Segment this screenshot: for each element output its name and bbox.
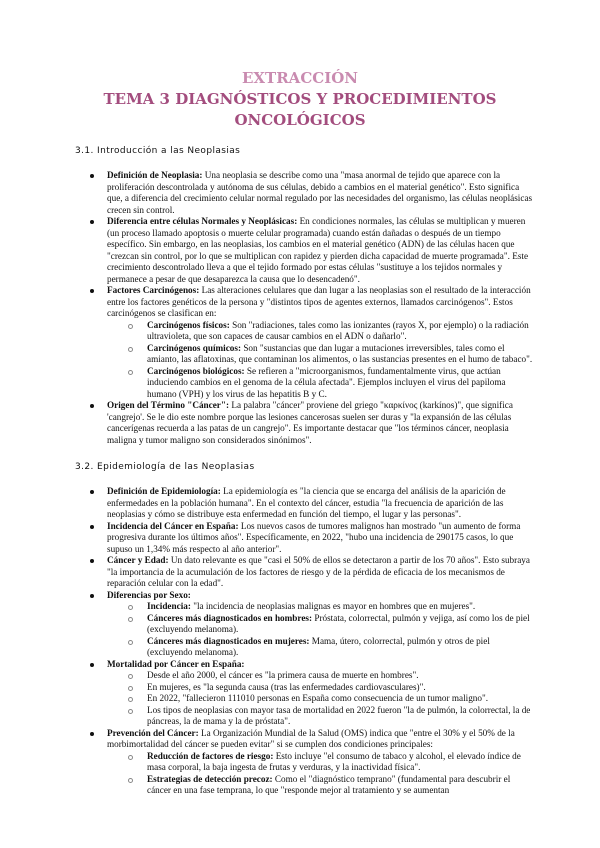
item-label: Factores Carcinógenos: (107, 285, 200, 295)
sub-list (107, 320, 535, 401)
section-heading: 3.2. Epidemiología de las Neoplasias (75, 462, 255, 472)
sub-list-item (147, 320, 535, 343)
sub-item-label: Reducción de factores de riesgo: (147, 750, 274, 761)
item-label: Cáncer y Edad: (107, 555, 169, 565)
sub-list-item (147, 693, 535, 705)
item-text: En condiciones normales, las células se multiplican y mueren (un proceso llamado apoptosis o muerte celular programada) cuando están dañadas o después de un tiempo específico. Sin embargo, en las neoplasias, los cambios en el material genético (ADN) de las células hacen que "crezcan sin control, por lo que se multiplican con rapidez y pierden dicha capacidad de muerte programada". Este crecimiento descontrolado lleva a que el tejido formado por estas células "sustituye a los tejidos normales y permanece a pesar de que desaparezca la causa que lo desencadenó". (107, 216, 529, 284)
sub-list-item (147, 601, 535, 613)
item-text: Las alteraciones celulares que dan lugar a las neoplasias son el resultado de la interacción entre los factores genéticos de la persona y "distintos tipos de agentes externos, llamados carcinógenos". Estos carcinógenos se clasifican en: (107, 285, 531, 318)
sub-item-text: En mujeres, es "la segunda causa (tras las enfermedades cardiovasculares)". (147, 681, 426, 692)
item-label: Incidencia del Cáncer en España: (107, 520, 239, 531)
sub-item-text: En 2022, "fallecieron 111010 personas en España como consecuencia de un tumor maligno". (147, 693, 489, 703)
sub-item-text: Próstata, colorrectal, pulmón y vejiga, así como los de piel (excluyendo melanoma). (147, 612, 530, 634)
section-heading: 3.1. Introducción a las Neoplasias (75, 146, 241, 156)
list-item (107, 285, 535, 400)
sub-list-item (147, 343, 535, 366)
document-title (0, 68, 600, 131)
sub-list-item (147, 636, 535, 659)
bullet-list (75, 486, 535, 797)
sub-list-item (147, 613, 535, 636)
list-item (107, 400, 535, 446)
list-item (107, 555, 535, 590)
sub-list-item (147, 705, 535, 728)
sub-list (107, 601, 535, 659)
sub-item-text: Mama, útero, colorrectal, pulmón y otros de piel (excluyendo melanoma). (147, 635, 490, 657)
list-item (107, 486, 535, 521)
sub-list (107, 751, 535, 797)
sub-list-item (147, 751, 535, 774)
item-text: La Organización Mundial de la Salud (OMS) indica que "entre el 30% y el 50% de la morbimortalidad del cáncer se pueden evitar" si se cumplen dos condiciones principales: (107, 727, 515, 749)
sub-list-item (147, 670, 535, 682)
list-item (107, 659, 535, 728)
list-item (107, 728, 535, 797)
sub-list-item (147, 366, 535, 401)
sub-item-label: Carcinógenos químicos: (147, 342, 242, 353)
sub-item-text: Como el "diagnóstico temprano" (fundamental para descubrir el cáncer en una fase temprana, lo que "responde mejor al tratamiento y se aumentan (147, 773, 511, 795)
item-text: Los nuevos casos de tumores malignos han mostrado "un aumento de forma progresiva durante los últimos años". Específicamente, en 2022, "hubo una incidencia de 290175 casos, lo que supuso un 1,34% más respecto al año anterior". (107, 520, 521, 554)
sub-item-label: Cánceres más diagnosticados en mujeres: (147, 635, 310, 646)
sub-item-label: Cánceres más diagnosticados en hombres: (147, 612, 313, 623)
sub-item-text: Esto incluye "el consumo de tabaco y alcohol, el elevado índice de masa corporal, la baja ingesta de frutas y verduras, y la inactividad física". (147, 750, 521, 772)
sub-item-text: Son "radiaciones, tales como las ionizantes (rayos X, por ejemplo) o la radiación ultravioleta, que son capaces de causar cambios en el ADN o dañarlo". (147, 319, 529, 341)
list-item (107, 590, 535, 659)
item-label: Definición de Epidemiología: (107, 486, 221, 496)
title-extraccion: EXTRACCIÓN (241, 69, 358, 87)
item-label: Diferencia entre células Normales y Neoplásicas: (107, 216, 298, 226)
list-item (107, 521, 535, 556)
item-label: Prevención del Cáncer: (107, 727, 199, 738)
list-item (107, 170, 535, 216)
item-text: La epidemiología es "la ciencia que se encarga del análisis de la aparición de enfermedades en la población humana". En el contexto del cáncer, estudia "la frecuencia de aparición de las neoplasias y cómo se distribuye esta enfermedad en función del tiempo, el lugar y las personas". (107, 486, 506, 519)
sub-item-label: Estrategias de detección precoz: (147, 773, 273, 784)
sub-list (107, 670, 535, 728)
sub-item-label: Carcinógenos biológicos: (147, 365, 245, 376)
item-label: Origen del Término "Cáncer": (107, 400, 230, 410)
sub-item-text: Son "sustancias que dan lugar a mutaciones irreversibles, tales como el amianto, las aflatoxinas, que contaminan los alimentos, o las sustancias presentes en el humo de tabaco". (147, 342, 533, 364)
sub-list-item (147, 774, 535, 797)
item-text: Una neoplasia se describe como una "masa anormal de tejido que aparece con la proliferación descontrolada y autónoma de sus células, debido a cambios en el material genético". Esto significa que, a diferencia del crecimiento celular normal regulado por las necesidades del organismo, las células neoplásicas crecen sin control. (107, 170, 533, 215)
title-oncologicos: ONCOLÓGICOS (234, 111, 366, 129)
item-text: La palabra "cáncer" proviene del griego "καρκίνος (karkínos)", que significa 'cangrejo'. Se le dio este nombre porque las lesiones cancerosas suelen ser duras y "la expansión de las células cancerígenas recuerda a las patas de un cangrejo". Es importante destacar que "los términos cáncer, neoplasia maligna y tumor maligno son considerados sinónimos". (107, 400, 513, 445)
bullet-list (75, 170, 535, 446)
list-item (107, 216, 535, 285)
item-label: Definición de Neoplasia: (107, 170, 203, 180)
sub-list-item (147, 682, 535, 694)
sub-item-label: Incidencia: (147, 601, 191, 611)
item-label: Mortalidad por Cáncer en España: (107, 658, 245, 669)
item-label: Diferencias por Sexo: (107, 589, 191, 600)
item-text: Un dato relevante es que "casi el 50% de ellos se detectaron a partir de los 70 años". Esto subraya "la importancia de la acumulación de los factores de riesgo y de la pérdida de eficacia de los mecanismos de reparación celular con la edad". (107, 555, 530, 588)
sub-item-text: Se refieren a "microorganismos, fundamentalmente virus, que actúan induciendo cambios en el genoma de la célula afectada". Ejemplos incluyen el virus del papiloma humano (VPH) y los virus de las hepatitis B y C. (147, 365, 506, 399)
sub-item-label: Carcinógenos físicos: (147, 319, 230, 330)
sub-item-text: Desde el año 2000, el cáncer es "la primera causa de muerte en hombres". (147, 670, 419, 680)
title-tema: TEMA 3 DIAGNÓSTICOS Y PROCEDIMIENTOS (103, 90, 497, 108)
document-body (75, 146, 535, 813)
sub-item-text: "la incidencia de neoplasias malignas es mayor en hombres que en mujeres". (190, 601, 476, 611)
sub-item-text: Los tipos de neoplasias con mayor tasa de mortalidad en 2022 fueron "la de pulmón, la colorrectal, la de páncreas, la de mama y la de próstata". (147, 704, 531, 726)
